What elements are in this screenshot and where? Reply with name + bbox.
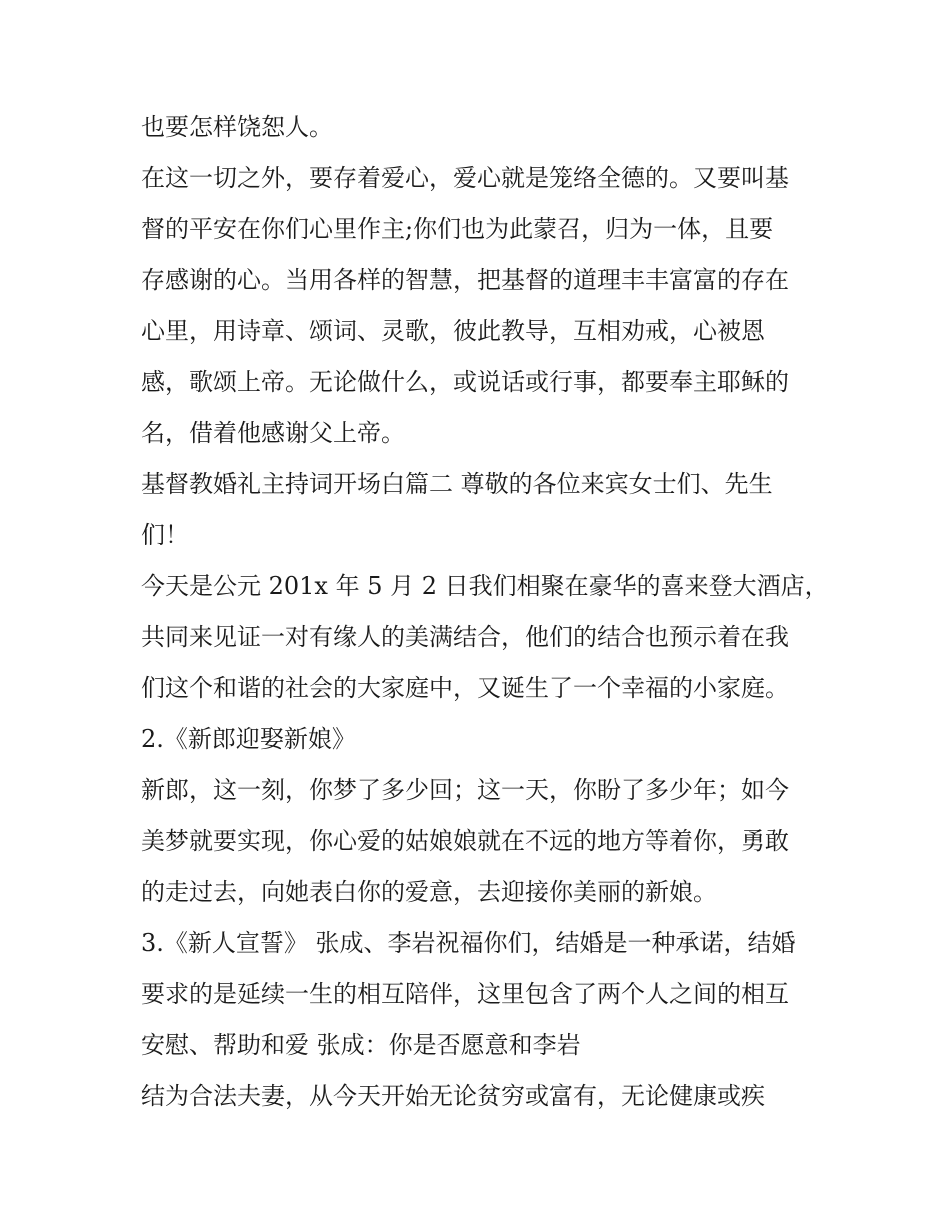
subsection-heading: 2.《新郎迎娶新娘》 [141,725,356,753]
text-line: 要求的是延续一生的相互陪伴，这里包含了两个人之间的相互 [141,980,789,1008]
section-heading-line: 基督教婚礼主持词开场白篇二 尊敬的各位来宾女士们、先生 [141,470,773,498]
text-line: 名，借着他感谢父上帝。 [141,419,405,447]
text-line: 在这一切之外，要存着爱心，爱心就是笼络全德的。又要叫基 [141,164,789,192]
text-line: 存感谢的心。当用各样的智慧，把基督的道理丰丰富富的存在 [141,266,789,294]
text-line: 感，歌颂上帝。无论做什么，或说话或行事，都要奉主耶稣的 [141,368,789,396]
text-line: 心里，用诗章、颂词、灵歌，彼此教导，互相劝戒，心被恩 [141,317,765,345]
text-line: 们这个和谐的社会的大家庭中，又诞生了一个幸福的小家庭。 [141,674,789,702]
text-line: 结为合法夫妻，从今天开始无论贫穷或富有，无论健康或疾 [141,1082,765,1110]
text-line: 共同来见证一对有缘人的美满结合，他们的结合也预示着在我 [141,623,789,651]
text-line: 的走过去，向她表白你的爱意，去迎接你美丽的新娘。 [141,878,717,906]
text-line: 们！ [141,521,189,549]
text-line: 督的平安在你们心里作主;你们也为此蒙召，归为一体，且要 [141,215,774,243]
text-line: 美梦就要实现，你心爱的姑娘娘就在不远的地方等着你，勇敢 [141,827,789,855]
text-line: 今天是公元 201x 年 5 月 2 日我们相聚在豪华的喜来登大酒店， [141,572,829,600]
subsection-heading-line: 3.《新人宣誓》 张成、李岩祝福你们，结婚是一种承诺，结婚 [141,929,796,957]
text-line: 也要怎样饶恕人。 [141,113,333,141]
text-line: 安慰、帮助和爱 张成：你是否愿意和李岩 [141,1031,581,1059]
text-line: 新郎，这一刻，你梦了多少回；这一天，你盼了多少年；如今 [141,776,789,804]
